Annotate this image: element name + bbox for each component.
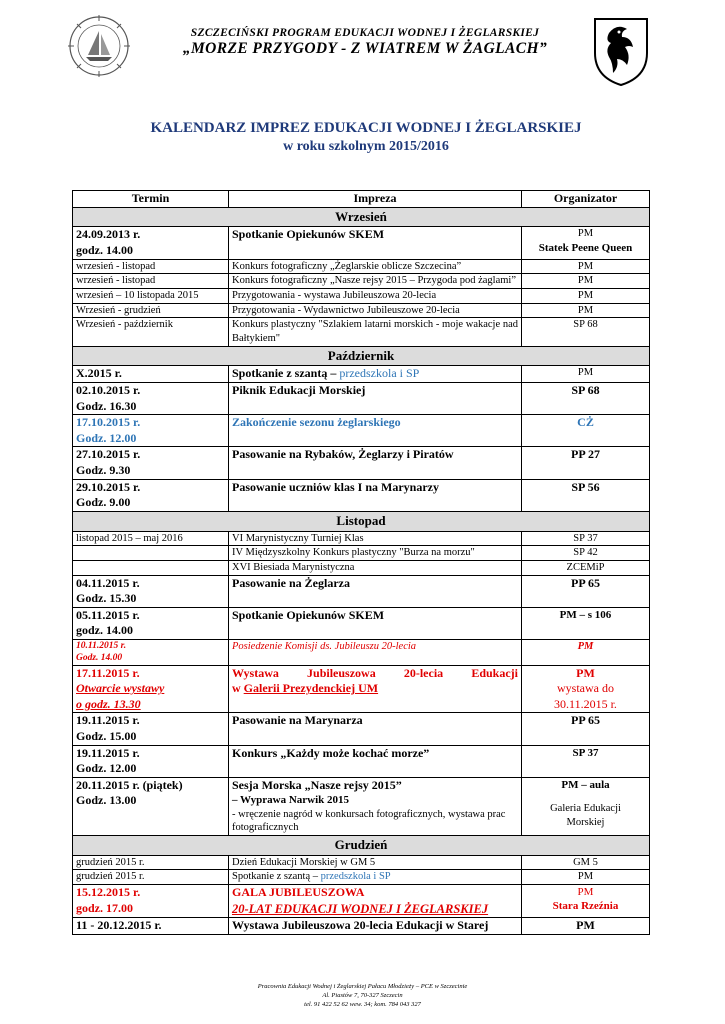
- event-organizer: PM: [522, 366, 650, 383]
- table-row: [73, 288, 650, 303]
- event-organizer: CŻ: [522, 415, 650, 447]
- page-title: KALENDARZ IMPREZ EDUKACJI WODNEJ I ŻEGLARSKIEJ: [150, 120, 582, 136]
- event-name: Wystawa Jubileuszowa 20-lecia Edukacji: [232, 665, 518, 680]
- page-subtitle: w roku szkolnym 2015/2016: [283, 139, 449, 154]
- table-row: [73, 917, 650, 934]
- event-organizer: SP 37: [522, 531, 650, 546]
- exhibition-until-label: wystawa do: [557, 681, 614, 696]
- table-row: [73, 303, 650, 318]
- table-row: [73, 274, 650, 289]
- event-name: Spotkanie Opiekunów SKEM: [229, 227, 522, 259]
- table-row: [73, 870, 650, 885]
- table-header-row: [73, 191, 650, 208]
- event-time: Godz. 9.00: [76, 495, 131, 510]
- event-organizer: PM: [522, 259, 650, 274]
- table-row: [73, 259, 650, 274]
- event-time: Godz. 16.30: [76, 398, 137, 413]
- event-date: 24.09.2013 r.: [76, 227, 141, 242]
- event-date: 20.11.2015 r. (piątek): [76, 777, 183, 792]
- event-name: XVI Biesiada Marynistyczna: [229, 560, 522, 575]
- event-name: Pasowanie na Żeglarza: [229, 575, 522, 607]
- event-name: Spotkanie Opiekunów SKEM: [229, 607, 522, 639]
- event-name: Zakończenie sezonu żeglarskiego: [229, 415, 522, 447]
- event-date: 27.10.2015 r.: [76, 447, 141, 462]
- event-organizer: PM: [522, 917, 650, 934]
- event-name: Spotkanie z szantą –: [232, 871, 321, 883]
- event-name: IV Międzyszkolny Konkurs plastyczny "Burza na morzu": [229, 546, 522, 561]
- event-organizer: PP 65: [522, 713, 650, 745]
- event-venue: Stara Rzeźnia: [552, 900, 619, 913]
- month-row: [73, 835, 650, 855]
- month-label: Wrzesień: [73, 207, 650, 227]
- event-organizer: PM: [522, 870, 650, 885]
- event-name: Posiedzenie Komisji ds. Jubileuszu 20-lecia: [229, 639, 522, 665]
- event-organizer: SP 68: [522, 318, 650, 346]
- event-name: Spotkanie z szantą –: [232, 366, 340, 381]
- event-audience: przedszkola i SP: [320, 871, 391, 883]
- opening-time: o godz. 13.30: [76, 696, 141, 711]
- event-date: [73, 546, 229, 561]
- event-time: Godz. 14.00: [76, 653, 123, 664]
- footer-address: Al. Piastów 7, 70-327 Szczecin: [322, 991, 403, 999]
- table-row: [73, 665, 650, 713]
- footer-institution: Pracownia Edukacji Wodnej i Żeglarskiej Pałacu Młodzieży – PCE w Szczecinie: [257, 983, 468, 990]
- event-subtitle: 20-LAT EDUKACJI WODNEJ I ŻEGLARSKIEJ: [232, 901, 489, 916]
- event-date: 17.10.2015 r.: [76, 415, 141, 430]
- event-date: listopad 2015 – maj 2016: [73, 531, 229, 546]
- event-date: 02.10.2015 r.: [76, 383, 141, 397]
- table-row: [73, 885, 650, 918]
- month-label: Listopad: [73, 511, 650, 531]
- event-name: Przygotowania - Wydawnictwo Jubileuszowe 20-lecia: [229, 303, 522, 318]
- event-name: Sesja Morska „Nasze rejsy 2015”: [232, 777, 402, 792]
- event-name: Wystawa Jubileuszowa 20-lecia Edukacji w Starej: [229, 917, 522, 934]
- event-subtitle: – Wyprawa Narwik 2015: [232, 794, 350, 807]
- event-date: X.2015 r.: [73, 366, 229, 383]
- event-description: - wręczenie nagród w konkursach fotograficznych, wystawa prac fotograficznych: [232, 808, 506, 834]
- event-name: GALA JUBILEUSZOWA: [232, 885, 365, 900]
- month-row: [73, 511, 650, 531]
- event-organizer: PP 27: [522, 447, 650, 479]
- month-row: [73, 207, 650, 227]
- table-row: [73, 777, 650, 835]
- event-organizer: PM: [522, 303, 650, 318]
- event-name: VI Marynistyczny Turniej Klas: [229, 531, 522, 546]
- event-date: grudzień 2015 r.: [73, 855, 229, 870]
- event-time: Godz. 13.00: [76, 793, 137, 808]
- events-table: [72, 190, 650, 935]
- event-organizer: PM: [522, 274, 650, 289]
- event-name: Dzień Edukacji Morskiej w GM 5: [229, 855, 522, 870]
- table-row: [73, 383, 650, 415]
- event-time: Godz. 12.00: [76, 761, 137, 776]
- event-date: 10.11.2015 r.: [76, 640, 127, 651]
- event-name: Konkurs plastyczny "Szlakiem latarni morskich - moje wakacje nad Bałtykiem": [229, 318, 522, 346]
- column-header-term: Termin: [73, 191, 229, 208]
- footer-phone: tel. 91 422 52 62 wew. 34; kom. 784 043 327: [304, 1000, 421, 1008]
- event-time: Godz. 15.30: [76, 591, 137, 606]
- event-date: 29.10.2015 r.: [76, 479, 141, 494]
- event-name: Pasowanie na Rybaków, Żeglarzy i Piratów: [229, 447, 522, 479]
- event-name: Pasowanie na Marynarza: [229, 713, 522, 745]
- event-date: 19.11.2015 r.: [76, 713, 140, 728]
- event-organizer: PM – s 106: [522, 607, 650, 639]
- event-venue: Statek Peene Queen: [538, 242, 633, 255]
- event-name: Przygotowania - wystawa Jubileuszowa 20-lecia: [229, 288, 522, 303]
- table-row: [73, 318, 650, 346]
- event-date: Wrzesień - październik: [73, 318, 229, 346]
- event-time: godz. 14.00: [76, 243, 133, 258]
- month-label: Październik: [73, 346, 650, 366]
- event-name: Pasowanie uczniów klas I na Marynarzy: [229, 479, 522, 511]
- event-organizer: PP 65: [522, 575, 650, 607]
- event-organizer: ZCEMiP: [522, 560, 650, 575]
- table-row: [73, 560, 650, 575]
- event-organizer: PM: [577, 228, 594, 240]
- event-organizer: PM: [577, 886, 594, 899]
- event-name: Konkurs fotograficzny „Żeglarskie oblicze Szczecina”: [229, 259, 522, 274]
- table-row: [73, 447, 650, 479]
- event-name: Piknik Edukacji Morskiej: [229, 383, 522, 415]
- program-motto: „MORZE PRZYGODY - Z WIATREM W ŻAGLACH”: [182, 40, 548, 57]
- event-date: 04.11.2015 r.: [76, 575, 140, 590]
- event-venue: Galeria Edukacji: [550, 803, 621, 815]
- event-date: 15.12.2015 r.: [76, 885, 141, 900]
- event-time: Godz. 15.00: [76, 729, 137, 743]
- event-venue-cont: Morskiej: [566, 816, 605, 828]
- table-row: [73, 227, 650, 259]
- event-date: 17.11.2015 r.: [76, 665, 140, 680]
- event-organizer: PM: [522, 288, 650, 303]
- event-organizer: GM 5: [522, 855, 650, 870]
- exhibition-until-date: 30.11.2015 r.: [554, 696, 617, 711]
- month-row: [73, 346, 650, 366]
- event-organizer: PM: [576, 665, 595, 680]
- footer: [150, 983, 575, 1009]
- event-date: [73, 560, 229, 575]
- event-venue-prefix: w: [232, 681, 244, 696]
- column-header-organizer: Organizator: [522, 191, 650, 208]
- event-date: 11 - 20.12.2015 r.: [73, 917, 229, 934]
- event-time: Godz. 9.30: [76, 462, 131, 477]
- opening-note: Otwarcie wystawy: [76, 681, 165, 696]
- event-name: Konkurs „Każdy może kochać morze”: [229, 745, 522, 777]
- event-organizer: PM: [522, 639, 650, 665]
- event-time: Godz. 12.00: [76, 430, 137, 445]
- event-date: Wrzesień - grudzień: [73, 303, 229, 318]
- event-date: wrzesień - listopad: [73, 259, 229, 274]
- table-row: [73, 639, 650, 665]
- table-row: [73, 607, 650, 639]
- event-date: 05.11.2015 r.: [76, 607, 140, 622]
- event-organizer: SP 37: [522, 745, 650, 777]
- table-row: [73, 415, 650, 447]
- griffin-coat-of-arms-icon: [591, 15, 651, 87]
- sailing-school-seal-icon: [68, 15, 130, 77]
- table-row: [73, 713, 650, 745]
- event-name: Konkurs fotograficzny „Nasze rejsy 2015 – Przygoda pod żaglami”: [229, 274, 522, 289]
- event-date: grudzień 2015 r.: [73, 870, 229, 885]
- event-time: godz. 17.00: [76, 900, 133, 915]
- table-row: [73, 479, 650, 511]
- column-header-event: Impreza: [229, 191, 522, 208]
- table-row: [73, 855, 650, 870]
- event-organizer: SP 56: [522, 479, 650, 511]
- event-organizer: SP 42: [522, 546, 650, 561]
- table-row: [73, 575, 650, 607]
- event-date: wrzesień - listopad: [73, 274, 229, 289]
- event-date: wrzesień – 10 listopada 2015: [73, 288, 229, 303]
- event-audience: przedszkola i SP: [339, 366, 420, 381]
- month-label: Grudzień: [73, 835, 650, 855]
- event-organizer: PM – aula: [561, 778, 610, 791]
- table-row: [73, 366, 650, 383]
- event-date: 19.11.2015 r.: [76, 745, 140, 760]
- event-time: godz. 14.00: [76, 623, 133, 638]
- program-name: SZCZECIŃSKI PROGRAM EDUKACJI WODNEJ I ŻEGLARSKIEJ: [190, 27, 540, 39]
- event-venue-link[interactable]: Galerii Prezydenckiej UM: [243, 681, 379, 696]
- table-row: [73, 745, 650, 777]
- event-organizer: SP 68: [522, 383, 650, 415]
- table-row: [73, 546, 650, 561]
- table-row: [73, 531, 650, 546]
